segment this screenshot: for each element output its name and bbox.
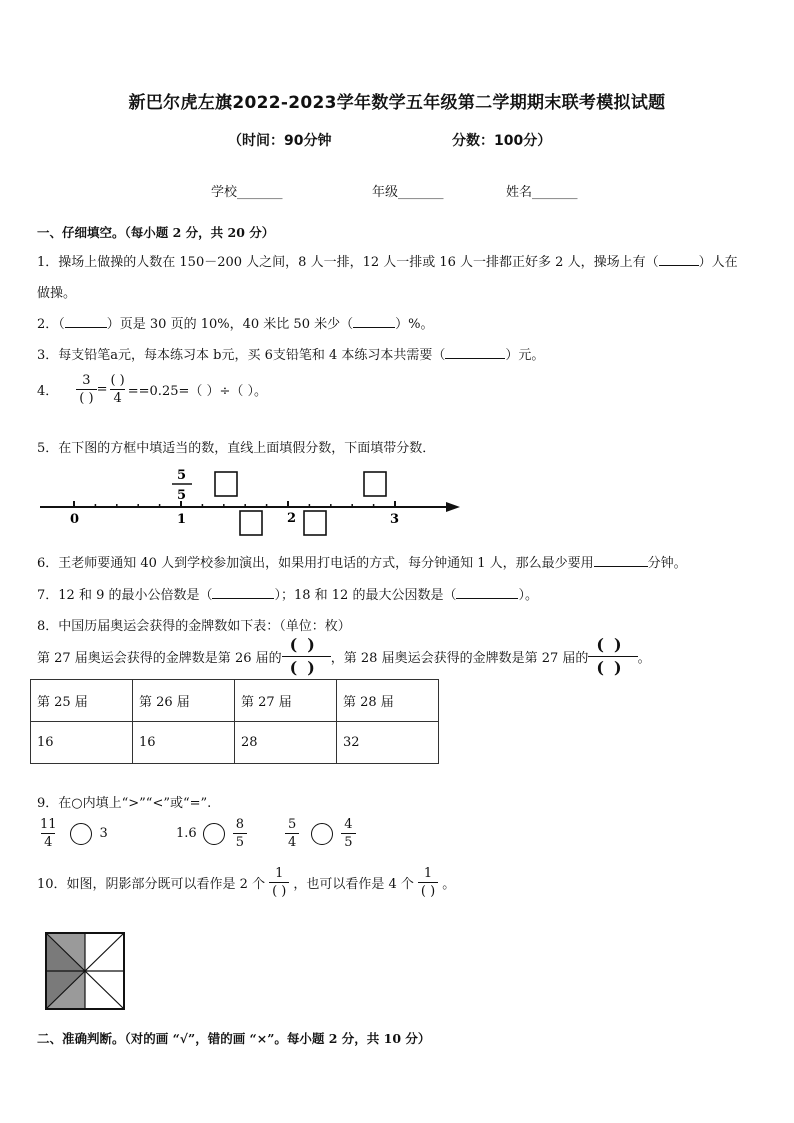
q10-f1-den[interactable]: ( ) bbox=[269, 882, 289, 898]
q2-text-a: 2．（ bbox=[37, 317, 65, 332]
q4-f1-numerator: 3 bbox=[82, 373, 91, 388]
school-field: 学校_______ bbox=[211, 185, 283, 200]
q6-text-b: 分钟。 bbox=[647, 556, 687, 571]
q10-fraction-2 bbox=[418, 867, 438, 898]
q9-3-left-num: 5 bbox=[288, 817, 297, 832]
q8-fraction-2[interactable] bbox=[588, 637, 637, 676]
q6-text-a: 6．王老师要通知 40 人到学校参加演出，如果用打电话的方式，每分钟通知 1 人，那么最少要用 bbox=[37, 556, 594, 571]
answer-box-below-1[interactable] bbox=[240, 511, 262, 535]
q4-tail: ==0.25=（ ）÷（ ）。 bbox=[127, 384, 268, 399]
table-header-cell: 第 25 届 bbox=[31, 680, 133, 722]
q8-f1-num-close: ) bbox=[307, 635, 325, 654]
q4-f2-denominator: 4 bbox=[110, 389, 124, 405]
medal-table bbox=[30, 679, 439, 764]
q8-f2-den-open: ( bbox=[596, 658, 614, 677]
table-header-cell: 第 27 届 bbox=[235, 680, 337, 722]
q8-f1-den-close: ) bbox=[307, 658, 325, 677]
question-3 bbox=[37, 344, 544, 363]
q1-line-2: 做操。 bbox=[37, 286, 77, 301]
frac-denominator: 5 bbox=[177, 488, 187, 503]
q9-3-left-den: 4 bbox=[285, 833, 299, 849]
table-cell: 28 bbox=[235, 722, 337, 764]
answer-box-below-2[interactable] bbox=[304, 511, 326, 535]
q8-f2-num-open: ( bbox=[596, 635, 614, 654]
q4-fraction-2 bbox=[107, 374, 127, 405]
q3-text-a: 3．每支铅笔a元，每本练习本 b元，买 6支铅笔和 4 本练习本共需要（ bbox=[37, 348, 446, 363]
shaded-square-figure bbox=[44, 931, 128, 1011]
q4-f2-numerator[interactable]: ( ) bbox=[110, 373, 125, 388]
tick-label-3: 3 bbox=[390, 512, 400, 527]
q7-text-c: ）。 bbox=[518, 588, 538, 603]
q9-3-right-num: 4 bbox=[344, 817, 353, 832]
q3-blank[interactable] bbox=[445, 346, 505, 359]
q9-item-1 bbox=[37, 818, 108, 849]
exam-score: 分数：100分） bbox=[452, 133, 552, 149]
number-line-figure bbox=[0, 462, 794, 542]
q3-text-b: ）元。 bbox=[505, 348, 545, 363]
q10-f1-num: 1 bbox=[275, 866, 284, 881]
tick-label-2: 2 bbox=[287, 511, 297, 526]
section-1-title: 一、仔细填空。（每小题 2 分，共 20 分） bbox=[37, 225, 275, 240]
question-7 bbox=[37, 584, 538, 603]
grade-field: 年级_______ bbox=[372, 185, 444, 200]
number-line-arrow-icon bbox=[446, 502, 460, 512]
table-header-cell: 第 28 届 bbox=[337, 680, 439, 722]
q9-3-right-den: 5 bbox=[341, 833, 355, 849]
question-1 bbox=[37, 251, 738, 270]
q9-2-left: 1.6 bbox=[176, 826, 197, 841]
q7-text-a: 7．12 和 9 的最小公倍数是（ bbox=[37, 588, 213, 603]
q1-blank[interactable] bbox=[659, 253, 699, 266]
q9-2-right-num: 8 bbox=[235, 817, 244, 832]
q9-1-right: 3 bbox=[99, 826, 108, 841]
q8-text-a: 第 27 届奥运会获得的金牌数是第 26 届的 bbox=[37, 651, 282, 666]
page-title: 新巴尔虎左旗2022-2023学年数学五年级第二学期期末联考模拟试题 bbox=[128, 93, 666, 113]
q9-item-2 bbox=[176, 818, 247, 849]
q2-blank-1[interactable] bbox=[65, 315, 107, 328]
q2-text-c: ）%。 bbox=[395, 317, 434, 332]
answer-box-above-1[interactable] bbox=[215, 472, 237, 496]
question-2 bbox=[37, 313, 433, 332]
table-cell: 16 bbox=[31, 722, 133, 764]
q10-text-a: 10．如图，阴影部分既可以看作是 2 个 bbox=[37, 877, 266, 892]
name-field: 姓名_______ bbox=[506, 185, 578, 200]
q1-text-a: 1．操场上做操的人数在 150－200 人之间，8 人一排，12 人一排或 16 人一排都正好多 2 人，操场上有（ bbox=[37, 255, 659, 270]
q2-blank-2[interactable] bbox=[353, 315, 395, 328]
q7-blank-2[interactable] bbox=[456, 586, 518, 599]
q9-2-right-den: 5 bbox=[233, 833, 247, 849]
question-5: 5．在下图的方框中填适当的数，直线上面填假分数，下面填带分数． bbox=[37, 441, 436, 456]
question-10 bbox=[37, 867, 455, 898]
exam-time: （时间：90分钟 bbox=[228, 133, 332, 149]
question-6 bbox=[37, 552, 687, 571]
q8-text-b: ，第 28 届奥运会获得的金牌数是第 27 届的 bbox=[330, 651, 589, 666]
tick-label-0: 0 bbox=[70, 512, 80, 527]
q10-f2-num: 1 bbox=[423, 866, 433, 881]
q4-fraction-1 bbox=[76, 374, 96, 405]
q9-1-left-den: 4 bbox=[41, 833, 55, 849]
q8-text-c: 。 bbox=[637, 651, 651, 666]
q4-equals: = bbox=[96, 382, 108, 397]
q7-text-b: ）；18 和 12 的最大公因数是（ bbox=[274, 588, 457, 603]
frac-numerator: 5 bbox=[177, 468, 187, 483]
section-2-title: 二、准确判断。（对的画 “√”，错的画 “×”。每小题 2 分，共 10 分） bbox=[37, 1031, 431, 1046]
q8-f1-den-open: ( bbox=[289, 658, 308, 677]
q7-blank-1[interactable] bbox=[212, 586, 274, 599]
q4-f1-denominator[interactable]: ( ) bbox=[76, 389, 96, 405]
table-header-row bbox=[31, 680, 439, 722]
q1-text-b: ）人在 bbox=[698, 255, 738, 270]
question-8-line-2 bbox=[37, 637, 651, 676]
compare-circle-1[interactable] bbox=[70, 823, 92, 845]
tick-label-1: 1 bbox=[177, 512, 187, 527]
q8-f1-num-open: ( bbox=[289, 635, 308, 654]
q8-f2-den-close: ) bbox=[613, 658, 632, 677]
question-9: 9．在○内填上“>”“<”或“=”. bbox=[37, 796, 212, 811]
compare-circle-2[interactable] bbox=[203, 823, 225, 845]
table-cell: 32 bbox=[337, 722, 439, 764]
q10-text-b: ，也可以看作是 4 个 bbox=[293, 877, 414, 892]
table-header-cell: 第 26 届 bbox=[133, 680, 235, 722]
compare-circle-3[interactable] bbox=[311, 823, 333, 845]
q9-1-left-num: 11 bbox=[40, 817, 57, 832]
q9-item-3 bbox=[285, 818, 356, 849]
question-8: 8．中国历届奥运会获得的金牌数如下表：（单位：枚） bbox=[37, 619, 351, 634]
q8-fraction-1[interactable] bbox=[282, 637, 331, 676]
answer-box-above-2[interactable] bbox=[364, 472, 386, 496]
q2-text-b: ）页是 30 页的 10%，40 米比 50 米少（ bbox=[106, 317, 354, 332]
q8-f2-num-close: ) bbox=[613, 635, 632, 654]
q10-f2-den[interactable]: ( ) bbox=[418, 882, 438, 898]
q10-fraction-1 bbox=[269, 867, 289, 898]
q6-blank[interactable] bbox=[594, 554, 648, 567]
table-row bbox=[31, 722, 439, 764]
table-cell: 16 bbox=[133, 722, 235, 764]
q10-text-c: 。 bbox=[442, 877, 456, 892]
q4-label: 4． bbox=[37, 384, 59, 399]
question-4 bbox=[37, 374, 267, 405]
